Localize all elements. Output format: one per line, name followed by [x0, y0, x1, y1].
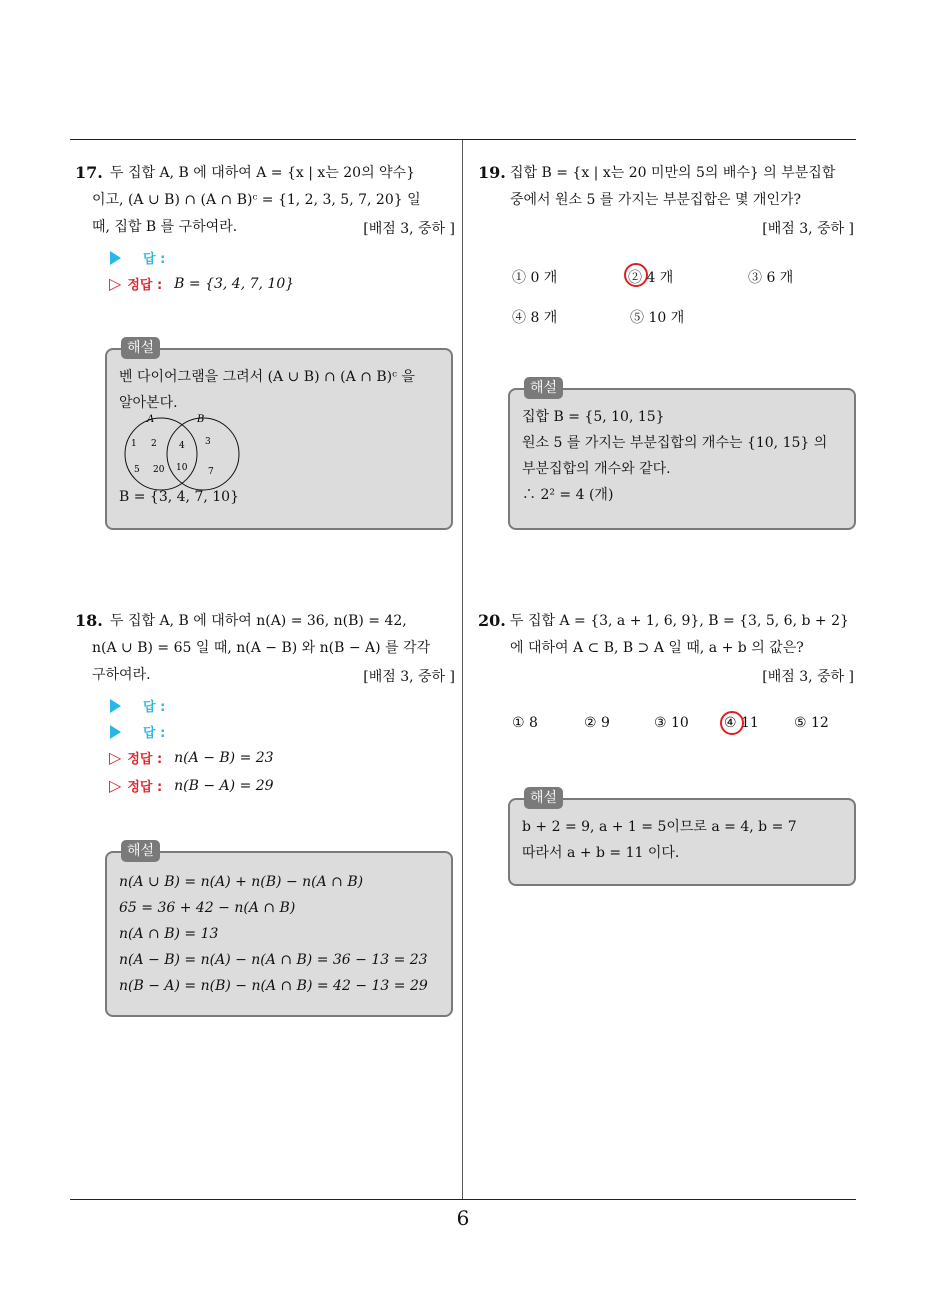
choice-label: 6 개: [766, 270, 794, 286]
choice-label: 12: [811, 715, 829, 731]
problem-17: [75, 160, 455, 540]
solution-line: 65 = 36 + 42 − n(A ∩ B): [119, 900, 296, 916]
solution-box: [508, 380, 856, 530]
column-divider: [462, 140, 463, 1200]
top-rule: [70, 139, 856, 140]
venn-element: 1: [131, 439, 137, 449]
solution-line: n(B − A) = n(B) − n(A ∩ B) = 42 − 13 = 29: [119, 978, 428, 994]
outline-triangle-icon: ▷: [109, 775, 122, 795]
correct-answer-row: [109, 748, 274, 767]
outline-triangle-icon: ▷: [109, 273, 122, 293]
problem-line: 중에서 원소 5 를 가지는 부분집합은 몇 개인가?: [510, 192, 801, 208]
set-a-circle: [125, 418, 197, 490]
solution-line: B = {3, 4, 7, 10}: [119, 489, 239, 505]
solution-box: [508, 790, 856, 886]
answer-label: 답 :: [143, 252, 166, 267]
solution-box: [105, 843, 453, 1017]
correct-answer-row: [109, 776, 274, 795]
choice-5[interactable]: [794, 715, 829, 731]
selected-circle-mark: [720, 711, 744, 735]
problem-19: [478, 160, 858, 540]
venn-element: 20: [153, 465, 165, 475]
solution-tag: 해설: [524, 787, 563, 809]
choice-marker: ③: [748, 270, 762, 286]
choice-label: 8: [529, 715, 538, 731]
venn-element: 7: [208, 467, 214, 477]
problem-line: 집합 B = {x | x는 20 미만의 5의 배수} 의 부분집합: [510, 165, 836, 181]
problem-number: 17.: [75, 163, 103, 182]
venn-element: 10: [176, 463, 188, 473]
choice-marker: ⑤: [630, 310, 644, 326]
correct-label: 정답 :: [127, 278, 163, 293]
choice-label: 10 개: [648, 310, 685, 326]
solution-line: n(A − B) = n(A) − n(A ∩ B) = 36 − 13 = 23: [119, 952, 428, 968]
problem-line: 두 집합 A, B 에 대하여 n(A) = 36, n(B) = 42,: [110, 613, 407, 629]
choice-list: [512, 715, 852, 739]
problem-line: 구하여라.: [92, 667, 151, 683]
play-icon: [110, 725, 121, 739]
choice-marker: ④: [512, 310, 526, 326]
problem-number: 18.: [75, 611, 103, 630]
problem-line: 에 대하여 A ⊂ B, B ⊃ A 일 때, a + b 의 값은?: [510, 640, 804, 656]
problem-18: [75, 608, 455, 1028]
choice-1[interactable]: [512, 267, 557, 287]
play-icon: [110, 699, 121, 713]
problem-line: n(A ∪ B) = 65 일 때, n(A − B) 와 n(B − A) 를 각각: [92, 640, 431, 656]
choice-label: 11: [741, 715, 759, 731]
solution-tag: 해설: [524, 377, 563, 399]
solution-line: 부분집합의 개수와 같다.: [522, 461, 671, 477]
venn-element: 4: [179, 441, 185, 451]
problem-number: 19.: [478, 163, 506, 182]
correct-label: 정답 :: [127, 780, 163, 795]
set-b-circle: [167, 418, 239, 490]
answer-row: [110, 248, 165, 267]
score-label: [배점 3, 중하 ]: [762, 221, 854, 237]
score-label: [배점 3, 중하 ]: [762, 669, 854, 685]
play-icon: [110, 251, 121, 265]
problem-line: 때, 집합 B 를 구하여라.: [92, 219, 238, 235]
choice-2[interactable]: [584, 715, 610, 731]
choice-label: 8 개: [530, 310, 558, 326]
correct-answer-row: [109, 274, 294, 293]
choice-marker: ①: [512, 270, 526, 286]
choice-label: 9: [601, 715, 610, 731]
correct-value: B = {3, 4, 7, 10}: [174, 275, 295, 292]
solution-line: n(A ∩ B) = 13: [119, 926, 219, 942]
problem-line: 이고, (A ∪ B) ∩ (A ∩ B)ᶜ = {1, 2, 3, 5, 7, 20} 일: [92, 192, 421, 208]
page-number: 6: [456, 1206, 470, 1230]
choice-5[interactable]: [630, 307, 684, 327]
choice-3[interactable]: [748, 267, 793, 287]
choice-marker: ②: [628, 270, 642, 286]
bottom-rule: [70, 1199, 856, 1200]
solution-line: 집합 B = {5, 10, 15}: [522, 409, 665, 425]
choice-marker: ③: [654, 715, 667, 731]
correct-value: n(B − A) = 29: [174, 777, 274, 794]
solution-line: b + 2 = 9, a + 1 = 5이므로 a = 4, b = 7: [522, 819, 797, 835]
solution-tag: 해설: [121, 840, 160, 862]
answer-label: 답 :: [143, 726, 166, 741]
choice-2[interactable]: [628, 267, 673, 287]
choice-marker: ④: [724, 715, 737, 731]
score-label: [배점 3, 중하 ]: [363, 221, 455, 237]
choice-label: 0 개: [530, 270, 558, 286]
choice-3[interactable]: [654, 715, 689, 731]
problem-line: 두 집합 A = {3, a + 1, 6, 9}, B = {3, 5, 6, b + 2}: [510, 613, 849, 629]
choice-marker: ②: [584, 715, 597, 731]
correct-label: 정답 :: [127, 752, 163, 767]
outline-triangle-icon: ▷: [109, 747, 122, 767]
choice-4[interactable]: [512, 307, 557, 327]
problem-line: 두 집합 A, B 에 대하여 A = {x | x는 20의 약수}: [110, 165, 415, 181]
choice-1[interactable]: [512, 715, 538, 731]
solution-box: [105, 340, 453, 530]
venn-element: 3: [205, 437, 211, 447]
solution-line: 따라서 a + b = 11 이다.: [522, 845, 680, 861]
set-a-label: A: [147, 414, 155, 425]
problem-20: [478, 608, 858, 898]
score-label: [배점 3, 중하 ]: [363, 669, 455, 685]
choice-marker: ⑤: [794, 715, 807, 731]
solution-line: 벤 다이어그램을 그려서 (A ∪ B) ∩ (A ∩ B)ᶜ 을: [119, 369, 415, 385]
venn-element: 2: [151, 439, 157, 449]
solution-line: 원소 5 를 가지는 부분집합의 개수는 {10, 15} 의: [522, 435, 828, 451]
answer-row: [110, 696, 165, 715]
set-b-label: B: [197, 414, 205, 425]
venn-diagram: [117, 412, 257, 494]
correct-value: n(A − B) = 23: [174, 749, 274, 766]
solution-line: n(A ∪ B) = n(A) + n(B) − n(A ∩ B): [119, 874, 364, 890]
choice-list: [512, 267, 852, 327]
choice-label: 10: [671, 715, 689, 731]
choice-label: 4 개: [646, 270, 674, 286]
choice-marker: ①: [512, 715, 525, 731]
choice-4[interactable]: [724, 715, 759, 731]
solution-line: 알아본다.: [119, 395, 178, 411]
selected-circle-mark: [624, 263, 648, 287]
solution-line: ∴ 2² = 4 (개): [522, 487, 614, 503]
answer-label: 답 :: [143, 700, 166, 715]
solution-tag: 해설: [121, 337, 160, 359]
venn-element: 5: [134, 465, 140, 475]
problem-number: 20.: [478, 611, 506, 630]
answer-row: [110, 722, 165, 741]
